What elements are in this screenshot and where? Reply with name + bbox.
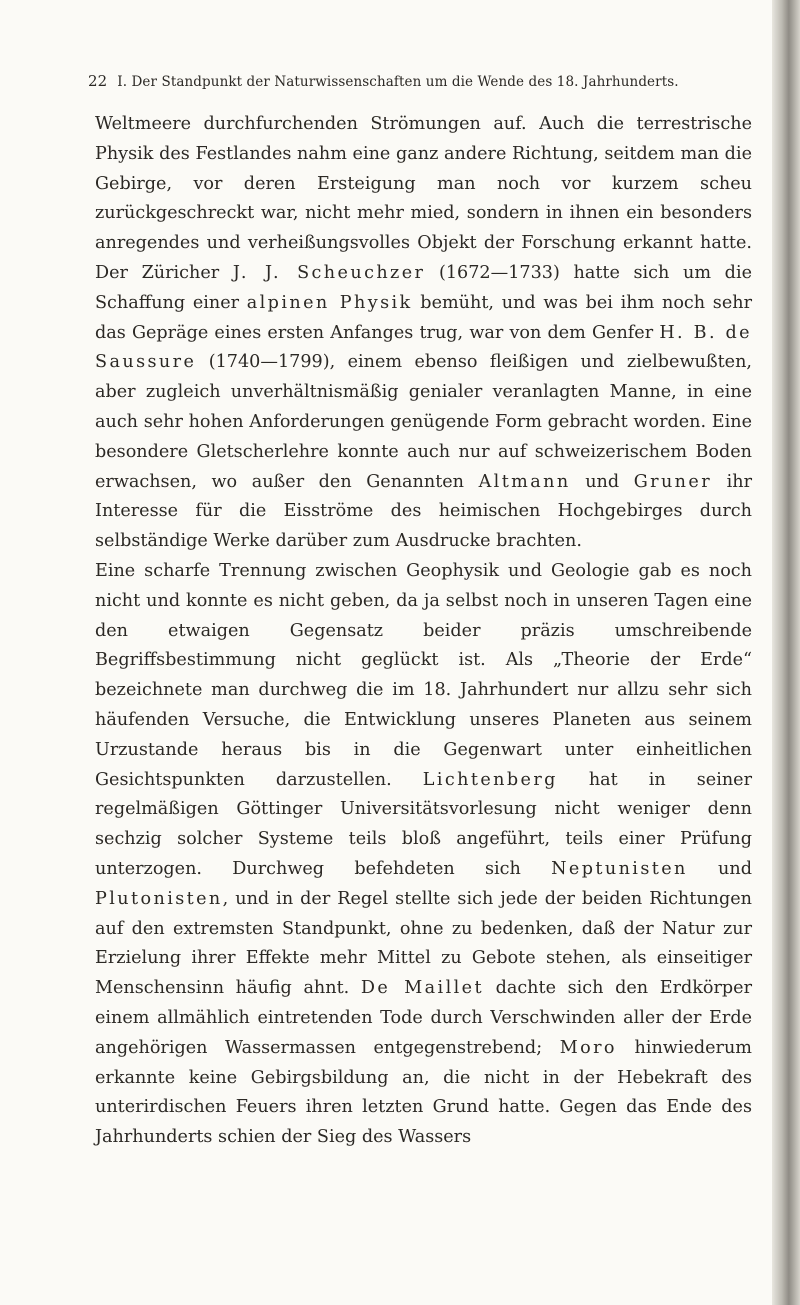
person-name-moro: Moro (559, 1037, 617, 1058)
running-head (88, 72, 750, 96)
running-head-title: I. Der Standpunkt der Naturwissenschaften um die Wende des 18. Jahrhunderts. (117, 74, 679, 90)
text-run: , und in der Regel stellte sich jede der beiden Richtungen auf den extremsten Standpunkt, ohne zu bedenken, daß der Natur zur Erzielung ihrer Effekte mehr Mittel zu Gebote stehen, als einseitiger Menschensinn häufig ahnt. (95, 888, 752, 999)
text-run: ihr Interesse für die Eisströme des heimischen Hochgebirges durch selbständige Werke darüber zum Ausdrucke brachten. (95, 471, 752, 552)
text-run: und (687, 858, 752, 879)
paragraph (95, 557, 752, 1153)
text-run: bemüht, und was bei ihm noch sehr das Gepräge eines ersten Anfanges trug, war von dem Genfer (95, 292, 752, 343)
page-edge-shadow (772, 0, 800, 1305)
page-number: 22 (88, 72, 108, 90)
paragraph (95, 110, 752, 557)
text-run: hat in seiner regelmäßigen Göttinger Universitätsvorlesung nicht weniger denn sechzig solcher Systeme teils bloß angeführt, teils einer Prüfung unterzogen. Durchweg befehdeten sich (95, 769, 752, 879)
person-name-de-maillet: De Maillet (360, 978, 484, 999)
person-name-lichtenberg: Lichtenberg (422, 769, 558, 790)
person-name-scheuchzer: J. J. Scheuchzer (232, 262, 426, 283)
text-run: (1740—1799), einem ebenso fleißigen und zielbewußten, aber zugleich unverhältnismäßig genialer veranlagten Manne, in eine auch sehr hohen Anforderungen genügende Form gebracht worden. Eine besondere Gletscherlehre konnte auch nur auf schweizerischem Boden erwachsen, wo außer den Genannten (95, 352, 752, 492)
person-name-saussure: H. B. de Saussure (95, 322, 752, 373)
text-run: (1672—1733) hatte sich um die Schaffung einer (95, 262, 752, 313)
person-name-gruner: Gruner (633, 471, 713, 492)
emphasis-neptunists: Neptunisten (551, 858, 688, 879)
person-name-altmann: Altmann (478, 471, 571, 492)
text-run: dachte sich den Erdkörper einem allmählich eintretenden Tode durch Verschwinden aller der Erde angehörigen Wassermassen entgegenstrebend; (95, 978, 753, 1058)
text-run: und (570, 471, 634, 492)
emphasis-plutonists: Plutonisten (95, 888, 223, 909)
emphasis-alpine-physics: alpinen Physik (246, 292, 413, 313)
body-text (95, 110, 752, 1153)
text-run: Weltmeere durchfurchenden Strömungen auf. Auch die terrestrische Physik des Festlandes nahm eine ganz andere Richtung, seitdem man die Gebirge, vor deren Ersteigung man noch vor kurzem scheu zurückgeschreckt war, nicht mehr mied, sondern in ihnen ein besonders anregendes und verheißungsvolles Objekt der Forschung erkannt hatte. Der Züricher (95, 114, 752, 283)
text-run: Eine scharfe Trennung zwischen Geophysik und Geologie gab es noch nicht und konnte es nicht geben, da ja selbst noch in unseren Tagen eine den etwaigen Gegensatz beider präzis umschreibende Begriffsbestimmung nicht geglückt ist. Als „Theorie der Erde“ bezeichnete man durchweg die im 18. Jahrhundert nur allzu sehr sich häufenden Versuche, die Entwicklung unseres Planeten aus seinem Urzustande heraus bis in die Gegenwart unter einheitlichen Gesichtspunkten darzustellen. (95, 560, 752, 790)
text-run: hinwiederum erkannte keine Gebirgsbildung an, die nicht in der Hebekraft des unterirdischen Feuers ihren letzten Grund hatte. Gegen das Ende des Jahrhunderts schien der Sieg des Wassers (95, 1037, 752, 1148)
